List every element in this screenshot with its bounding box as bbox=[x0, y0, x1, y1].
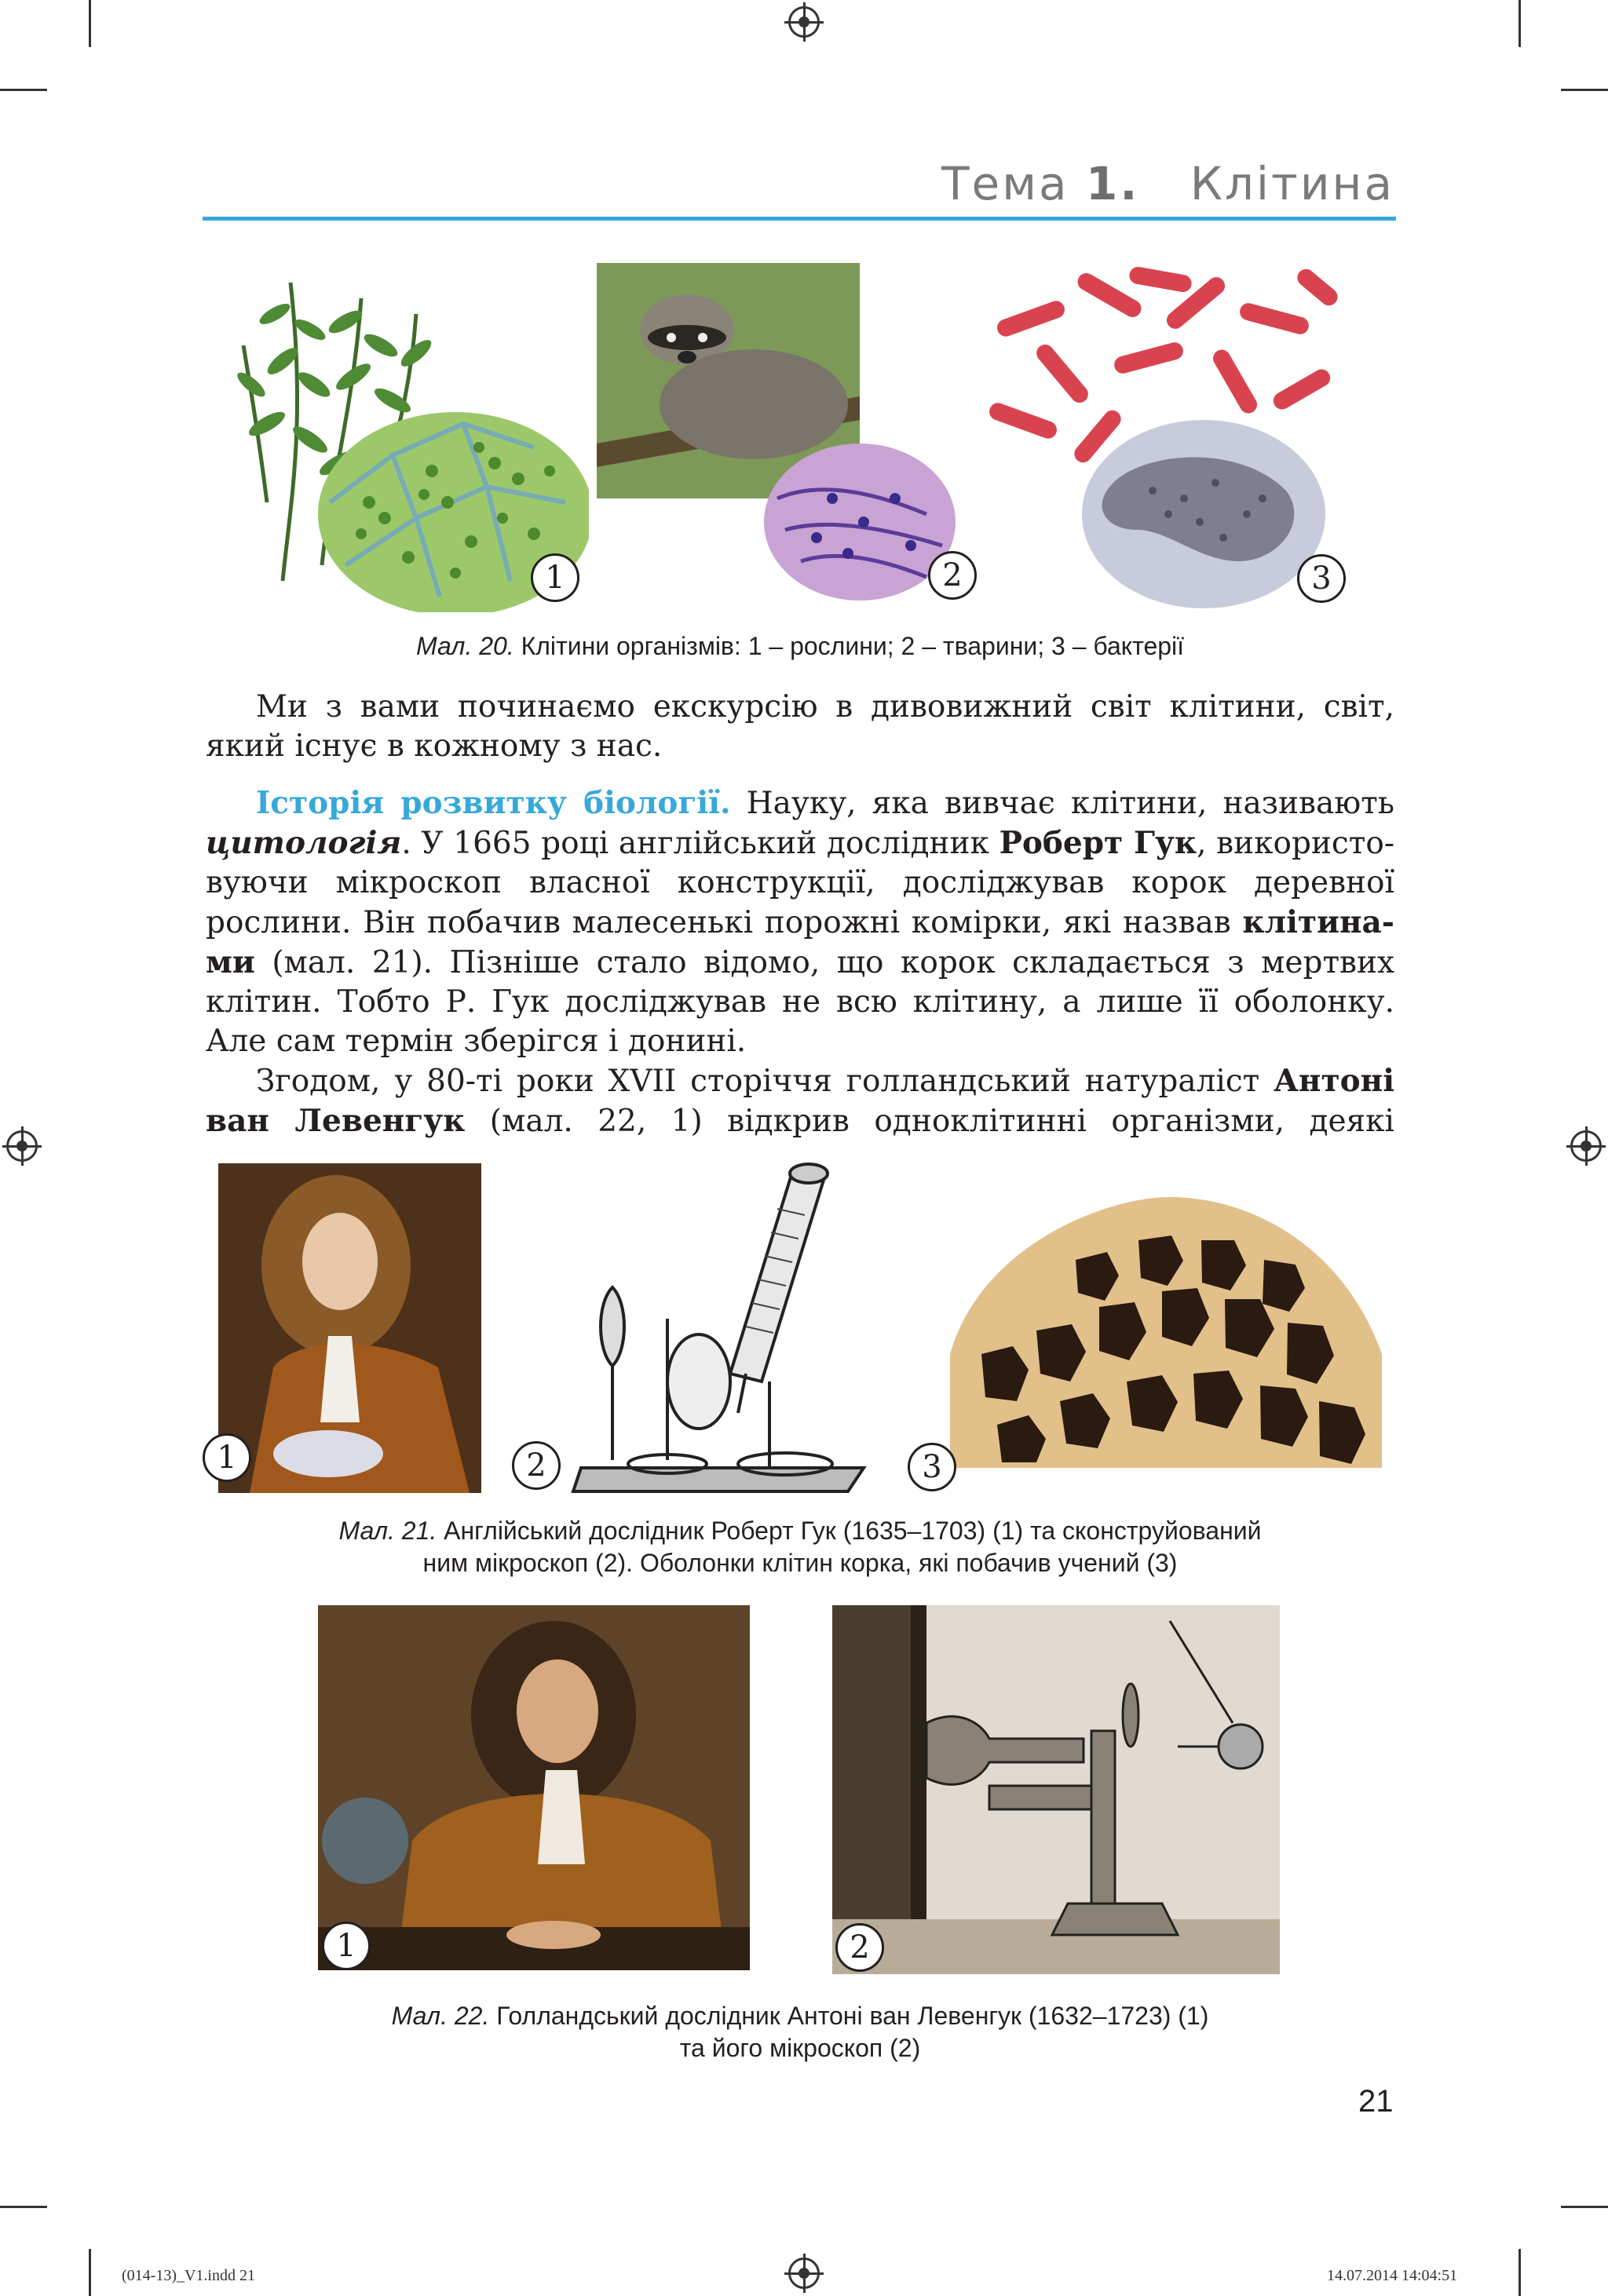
history-line-5-text: (мал. 21). Пізніше стало відомо, що корок складається з мертвих bbox=[272, 945, 1394, 980]
fig21-caption-prefix: Мал. 21. bbox=[338, 1517, 437, 1545]
fig22-leeuwenhoek-microscope bbox=[832, 1605, 1280, 1974]
history-line-7: Але сам термін зберігся і донині. bbox=[206, 1024, 747, 1059]
history-line-1 bbox=[206, 783, 1394, 823]
fig21-caption-line-1 bbox=[206, 1515, 1394, 1547]
fig22-caption bbox=[206, 2000, 1394, 2064]
fig20-caption bbox=[206, 630, 1394, 663]
fig20-caption-text: Клітини організмів: 1 – рослини; 2 – тварини; 3 – бактерії bbox=[521, 632, 1185, 660]
fig22-badge-2: 2 bbox=[835, 1923, 884, 1972]
history-line-1-text: Науку, яка вивчає клітини, називають bbox=[746, 786, 1395, 821]
fig20-badge-3: 3 bbox=[1297, 554, 1346, 603]
fig22-caption-line-1 bbox=[206, 2000, 1394, 2032]
crop-mark-bottom-right-h bbox=[1561, 2206, 1608, 2208]
page-number: 21 bbox=[1358, 2084, 1394, 2119]
fig22-caption-prefix: Мал. 22. bbox=[391, 2002, 490, 2030]
name-hooke: Роберт Гук bbox=[999, 825, 1197, 861]
name-leeuwenhoek: ван Левенгук bbox=[206, 1103, 466, 1139]
history-line-9-text: (мал. 22, 1) відкрив одноклітинні організми, деякі bbox=[489, 1104, 1394, 1139]
fig20-bacteria-image bbox=[980, 263, 1349, 616]
history-line-8 bbox=[206, 1061, 1394, 1101]
name-antoni: Антоні bbox=[1274, 1063, 1395, 1099]
registration-mark-top bbox=[788, 6, 820, 38]
fig21-caption-line-2: ним мікроскоп (2). Оболонки клітин корка, які побачив учений (3) bbox=[422, 1549, 1178, 1577]
fig21-badge-1: 1 bbox=[203, 1433, 251, 1482]
history-line-2 bbox=[206, 823, 1394, 863]
fig21-cork-cells bbox=[950, 1197, 1382, 1468]
fig22-leeuwenhoek-portrait bbox=[318, 1605, 750, 1970]
term-cytology: цитологія bbox=[206, 825, 402, 861]
history-paragraph bbox=[206, 783, 1394, 1141]
fig20-badge-2: 2 bbox=[928, 551, 977, 600]
history-line-4 bbox=[206, 903, 1394, 943]
footer-file-slug: (014-13)_V1.indd 21 bbox=[122, 2267, 255, 2284]
fig21-badge-3: 3 bbox=[908, 1443, 956, 1491]
history-line-6: клітин. Тобто Р. Гук досліджував не всю клітину, а лише її оболонку. bbox=[206, 984, 1394, 1020]
header-rule bbox=[203, 217, 1396, 221]
history-heading: Історія розвитку біології. bbox=[256, 785, 731, 821]
fig20-animal-image bbox=[597, 263, 958, 616]
section-header bbox=[941, 157, 1394, 210]
fig21-badge-2: 2 bbox=[512, 1441, 561, 1490]
fig22-caption-text-1: Голландський дослідник Антоні ван Левенгук (1632–1723) (1) bbox=[496, 2002, 1209, 2030]
intro-line-2: який існує в кожному з нас. bbox=[206, 728, 663, 764]
fig21-caption-text-1: Англійський дослідник Роберт Гук (1635–1703) (1) та сконструйований bbox=[444, 1517, 1262, 1545]
fig20-caption-prefix: Мал. 20. bbox=[415, 632, 514, 660]
registration-mark-bottom bbox=[788, 2258, 820, 2289]
intro-line-1: Ми з вами починаємо екскурсію в дивовижний світ клітини, світ, bbox=[256, 689, 1394, 725]
fig22-caption-line-2: та його мікроскоп (2) bbox=[679, 2034, 921, 2062]
history-line-9 bbox=[206, 1101, 1394, 1141]
crop-mark-bottom-left bbox=[89, 2249, 91, 2296]
crop-mark-bottom-right bbox=[1518, 2249, 1521, 2296]
crop-mark-bottom-left-h bbox=[0, 2206, 47, 2208]
crop-mark-top-left bbox=[89, 0, 91, 47]
header-tema-word: Тема bbox=[941, 157, 1069, 210]
registration-mark-right bbox=[1570, 1130, 1602, 1162]
header-topic: Клітина bbox=[1190, 157, 1394, 210]
crop-mark-top-right bbox=[1518, 0, 1521, 47]
fig20-badge-1: 1 bbox=[531, 553, 579, 602]
fig21-hooke-portrait bbox=[218, 1163, 481, 1493]
crop-mark-top-left-h bbox=[0, 89, 47, 91]
crop-mark-top-right-h bbox=[1561, 89, 1608, 91]
registration-mark-left bbox=[6, 1130, 38, 1162]
fig21-caption bbox=[206, 1515, 1394, 1579]
term-cells-a: клітина- bbox=[1242, 904, 1394, 940]
history-line-3: вуючи мікроскоп власної конструкції, досліджував корок деревної bbox=[206, 865, 1394, 900]
intro-paragraph bbox=[206, 688, 1394, 766]
fig21-hooke-microscope bbox=[565, 1146, 895, 1495]
history-line-8-text: Згодом, у 80-ті роки XVII сторіччя голландський натураліст bbox=[256, 1064, 1260, 1099]
term-cells-b: ми bbox=[206, 944, 255, 980]
history-line-5 bbox=[206, 943, 1394, 983]
fig22-badge-1: 1 bbox=[322, 1922, 371, 1970]
history-line-4-text: рослини. Він побачив малесенькі порожні комірки, які назвав bbox=[206, 905, 1231, 940]
footer-date-slug: 14.07.2014 14:04:51 bbox=[1327, 2267, 1458, 2284]
fig20-plant-image bbox=[236, 267, 589, 612]
history-line-2-tail: , використо- bbox=[1197, 826, 1395, 861]
history-line-2-text: . У 1665 році англійський дослідник bbox=[401, 826, 989, 861]
header-tema-number: 1. bbox=[1085, 157, 1140, 210]
